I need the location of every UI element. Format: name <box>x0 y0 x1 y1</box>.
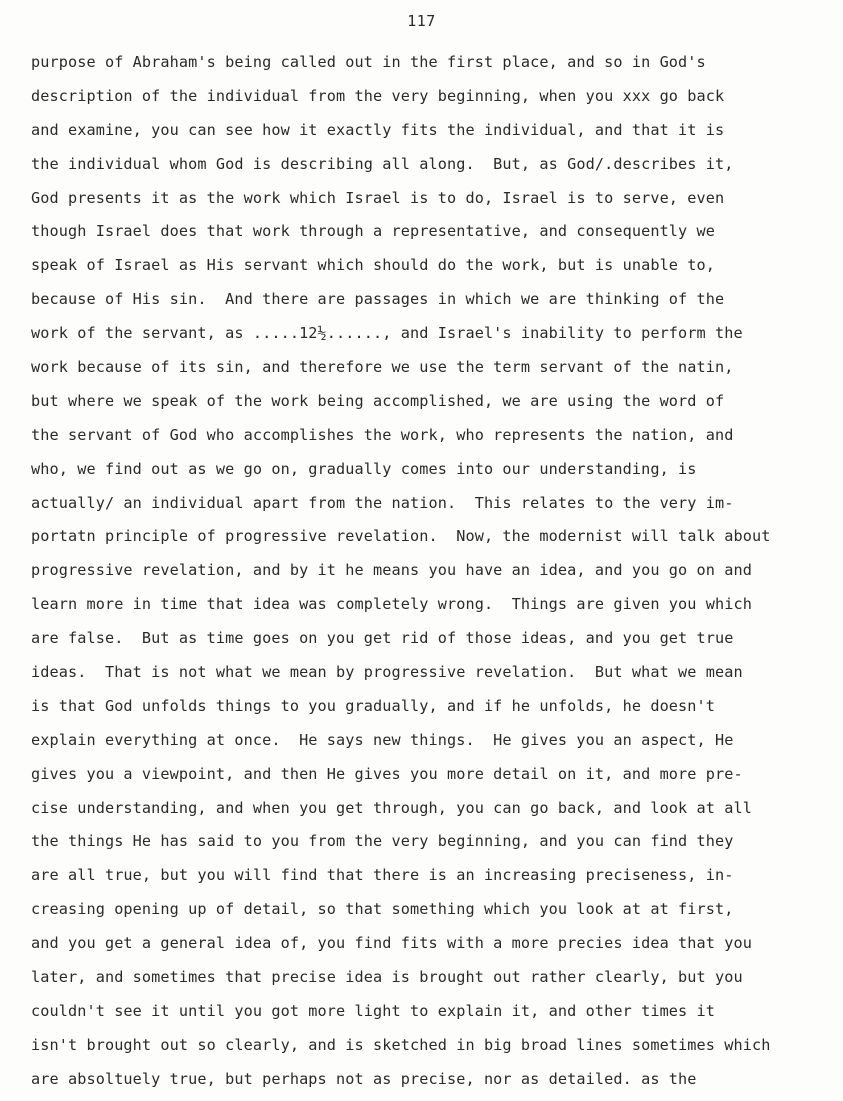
text-line: learn more in time that idea was completely wrong. Things are given you which <box>31 595 753 614</box>
text-line: creasing opening up of detail, so that something which you look at at first, <box>31 900 734 919</box>
text-line: the individual whom God is describing all along. But, as God/.describes it, <box>31 154 734 173</box>
body-text <box>31 50 841 1101</box>
text-line: and examine, you can see how it exactly fits the individual, and that it is <box>31 120 725 139</box>
page-number: 117 <box>407 12 436 30</box>
text-line: gives you a viewpoint, and then He gives you more detail on it, and more pre- <box>31 764 743 783</box>
text-line: ideas. That is not what we mean by progressive revelation. But what we mean <box>31 663 743 682</box>
text-line: though Israel does that work through a representative, and consequently we <box>31 222 716 241</box>
text-line: isn't brought out so clearly, and is sketched in big broad lines sometimes which <box>31 1035 771 1054</box>
text-line: progressive revelation, and by it he means you have an idea, and you go on and <box>31 561 753 580</box>
text-line: is that God unfolds things to you gradually, and if he unfolds, he doesn't <box>31 696 716 715</box>
text-line: because of His sin. And there are passages in which we are thinking of the <box>31 290 725 309</box>
text-line: explain everything at once. He says new things. He gives you an aspect, He <box>31 730 734 749</box>
text-line: portatn principle of progressive revelation. Now, the modernist will talk about <box>31 527 771 546</box>
text-line: who, we find out as we go on, gradually comes into our understanding, is <box>31 459 697 478</box>
text-line: work because of its sin, and therefore we use the term servant of the natin, <box>31 358 734 377</box>
text-line: speak of Israel as His servant which should do the work, but is unable to, <box>31 256 716 275</box>
text-line: couldn't see it until you got more light to explain it, and other times it <box>31 1001 716 1020</box>
text-line: are false. But as time goes on you get rid of those ideas, and you get true <box>31 629 734 648</box>
text-line: but where we speak of the work being accomplished, we are using the word of <box>31 391 725 410</box>
text-line: description of the individual from the very beginning, when you xxx go back <box>31 86 725 105</box>
text-line: work of the servant, as .....12½......, and Israel's inability to perform the <box>31 324 743 343</box>
text-line: actually/ an individual apart from the nation. This relates to the very im- <box>31 493 734 512</box>
text-line: God presents it as the work which Israel is to do, Israel is to serve, even <box>31 188 725 207</box>
text-line: purpose of Abraham's being called out in the first place, and so in God's <box>31 53 706 71</box>
text-line: cise understanding, and when you get through, you can go back, and look at all <box>31 798 753 817</box>
text-line: are all true, but you will find that there is an increasing preciseness, in- <box>31 866 734 885</box>
text-line: the things He has said to you from the very beginning, and you can find they <box>31 832 734 851</box>
text-line: later, and sometimes that precise idea is brought out rather clearly, but you <box>31 968 743 987</box>
text-line: the servant of God who accomplishes the work, who represents the nation, and <box>31 425 734 444</box>
text-line: are absoltuely true, but perhaps not as precise, nor as detailed. as the <box>31 1069 697 1088</box>
text-line: and you get a general idea of, you find fits with a more precies idea that you <box>31 934 753 953</box>
